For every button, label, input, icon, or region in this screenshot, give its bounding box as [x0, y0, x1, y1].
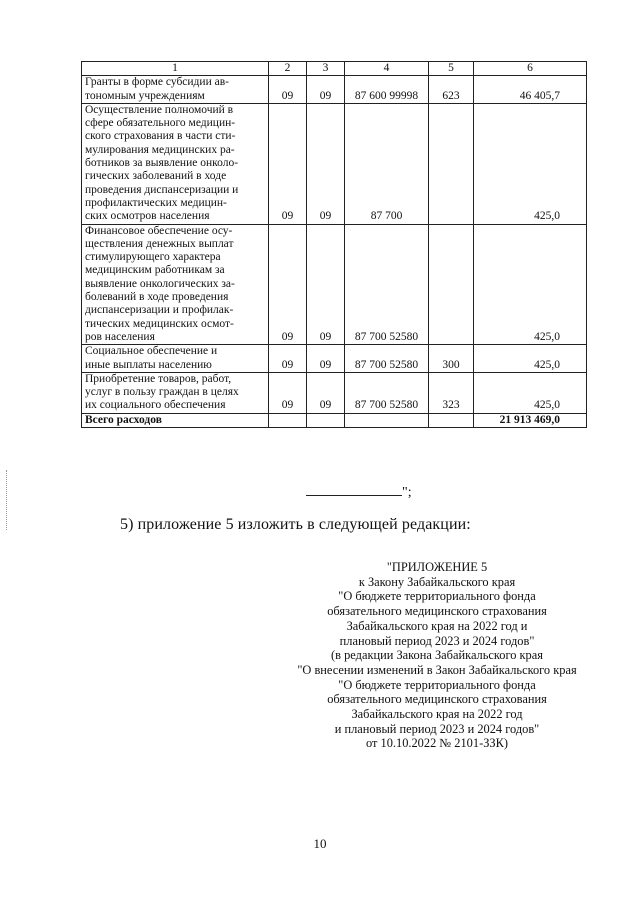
row-name-line: профилактических медицин-	[85, 196, 227, 209]
row-name-line: ществления денежных выплат	[85, 237, 234, 250]
row-name-line: их социального обеспечения	[85, 399, 226, 412]
amount: 425,0	[474, 345, 587, 373]
row-name-line: ского страхования в части сти-	[85, 130, 236, 143]
row-name-cell	[82, 103, 269, 224]
subsection-code: 09	[307, 76, 345, 104]
table-row	[82, 224, 587, 345]
appendix-line: Забайкальского края на 2022 год	[351, 707, 523, 722]
row-name-line: болеваний в ходе проведения	[85, 291, 229, 304]
target-article-code: 87 700 52580	[345, 345, 429, 373]
total-row	[82, 413, 587, 427]
row-name-cell	[82, 224, 269, 345]
appendix-line: "ПРИЛОЖЕНИЕ 5	[386, 560, 488, 574]
section-code: 09	[269, 76, 307, 104]
row-name-line: Осуществление полномочий в	[85, 103, 234, 116]
total-label: Всего расходов	[82, 413, 269, 427]
row-name-line: диспансеризации и профилак-	[85, 304, 234, 317]
expense-type-code: 300	[429, 345, 474, 373]
row-name-line: мулирования медицинских ра-	[85, 143, 235, 156]
row-name-line: услуг в пользу граждан в целях	[85, 386, 239, 399]
appendix-heading-block	[282, 560, 592, 751]
page-number: 10	[313, 836, 327, 851]
header-col-5: 5	[429, 62, 474, 76]
subsection-code: 09	[307, 372, 345, 413]
expense-type-code: 623	[429, 76, 474, 104]
row-name-line: выявление онкологических за-	[85, 277, 235, 290]
row-name-cell	[82, 76, 269, 104]
row-name-cell	[82, 345, 269, 373]
row-name-line: Социальное обеспечение и	[85, 345, 218, 358]
appendix-line: "О бюджете территориального фонда	[338, 589, 536, 604]
empty-cell	[345, 413, 429, 427]
row-name-line: иные выплаты населению	[85, 358, 212, 371]
empty-cell	[269, 413, 307, 427]
table-row	[82, 372, 587, 413]
section-code: 09	[269, 345, 307, 373]
empty-cell	[307, 413, 345, 427]
row-name-cell	[82, 372, 269, 413]
blank-underline	[306, 484, 402, 496]
closing-quote-line	[306, 484, 412, 501]
table-row	[82, 76, 587, 104]
section-code: 09	[269, 224, 307, 345]
amount: 46 405,7	[474, 76, 587, 104]
header-col-3: 3	[307, 62, 345, 76]
appendix-line: от 10.10.2022 № 2101-ЗЗК)	[365, 736, 509, 751]
appendix-line: к Закону Забайкальского края	[358, 574, 516, 589]
total-amount: 21 913 469,0	[474, 413, 587, 427]
header-col-4: 4	[345, 62, 429, 76]
row-name-line: Финансовое обеспечение осу-	[85, 224, 233, 237]
appendix-line: (в редакции Закона Забайкальского края	[331, 648, 543, 663]
target-article-code: 87 700 52580	[345, 372, 429, 413]
empty-cell	[429, 413, 474, 427]
row-name-line: ских осмотров населения	[85, 210, 210, 223]
header-col-1: 1	[82, 62, 269, 76]
scan-margin-marks	[6, 470, 9, 530]
row-name-line: проведения диспансеризации и	[85, 183, 239, 196]
expenses-table	[81, 61, 587, 428]
target-article-code: 87 700	[345, 103, 429, 224]
amount: 425,0	[474, 103, 587, 224]
target-article-code: 87 700 52580	[345, 224, 429, 345]
amount: 425,0	[474, 372, 587, 413]
amount: 425,0	[474, 224, 587, 345]
row-name-line: стимулирующего характера	[85, 251, 221, 264]
header-col-6: 6	[474, 62, 587, 76]
expense-type-code	[429, 103, 474, 224]
row-name-line: ботников за выявление онколо-	[85, 157, 239, 170]
appendix-line: плановый период 2023 и 2024 годов"	[339, 633, 535, 648]
appendix-line: обязательного медицинского страхования	[327, 692, 547, 707]
section-code: 09	[269, 103, 307, 224]
appendix-line: и плановый период 2023 и 2024 годов"	[334, 721, 540, 736]
subsection-code: 09	[307, 103, 345, 224]
appendix-line: "О внесении изменений в Закон Забайкальского края	[297, 662, 577, 677]
amendment-item-5: 5) приложение 5 изложить в следующей редакции:	[120, 516, 471, 533]
row-name-line: медицинским работникам за	[85, 264, 225, 277]
row-name-line: тических медицинских осмот-	[85, 317, 234, 330]
subsection-code: 09	[307, 345, 345, 373]
appendix-line: обязательного медицинского страхования	[327, 604, 547, 619]
section-code: 09	[269, 372, 307, 413]
closing-quote: ";	[402, 485, 412, 500]
row-name-line: сфере обязательного медицин-	[85, 117, 236, 130]
target-article-code: 87 600 99998	[345, 76, 429, 104]
header-col-2: 2	[269, 62, 307, 76]
appendix-line: Забайкальского края на 2022 год и	[346, 618, 528, 633]
table-row	[82, 345, 587, 373]
row-name-line: Приобретение товаров, работ,	[85, 372, 232, 385]
row-name-line: тономным учреждениям	[85, 89, 205, 102]
expense-type-code	[429, 224, 474, 345]
subsection-code: 09	[307, 224, 345, 345]
table-header-row	[82, 62, 587, 76]
appendix-line: "О бюджете территориального фонда	[338, 677, 536, 692]
expense-type-code: 323	[429, 372, 474, 413]
table-row	[82, 103, 587, 224]
row-name-line: ров населения	[85, 330, 155, 343]
row-name-line: гических заболеваний в ходе	[85, 170, 227, 183]
row-name-line: Гранты в форме субсидии ав-	[85, 76, 229, 89]
